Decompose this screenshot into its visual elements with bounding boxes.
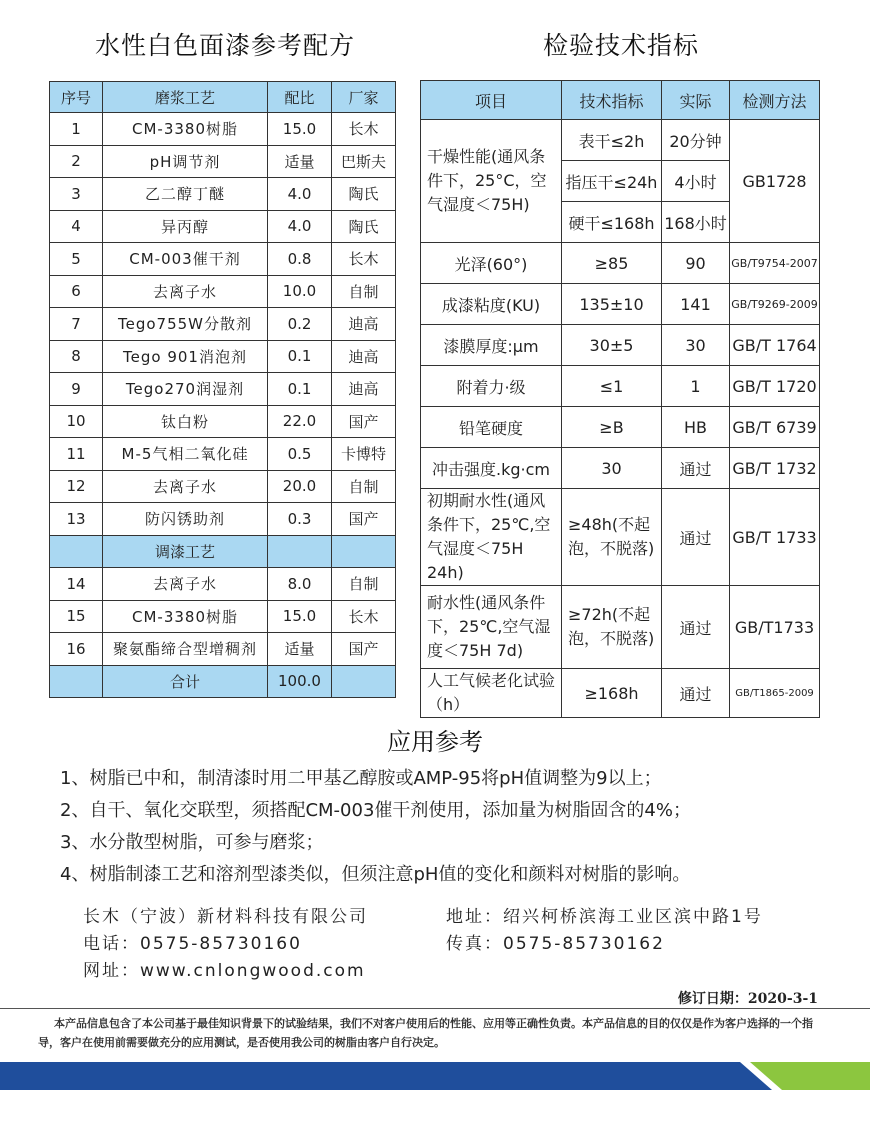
total-label: 合计 [103,665,268,698]
ratio-value: 20.0 [268,470,332,503]
ingredient-name: 聚氨酯缔合型增稠剂 [103,633,268,666]
spec-requirement: ≥B [562,407,662,448]
row-number: 7 [50,308,103,341]
ratio-value: 8.0 [268,568,332,601]
drying-actual: 168小时 [662,202,730,243]
ingredient-name: Tego 901消泡剂 [103,340,268,373]
ratio-value: 0.1 [268,373,332,406]
spec-method: GB/T 1720 [730,366,820,407]
supplier-name: 巴斯夫 [332,145,396,178]
ingredient-name: CM-3380树脂 [103,600,268,633]
spec-actual: 通过 [662,669,730,718]
ratio-value: 适量 [268,145,332,178]
ratio-value: 4.0 [268,210,332,243]
spec-requirement: ≤1 [562,366,662,407]
ratio-value: 0.2 [268,308,332,341]
spec-actual: 30 [662,325,730,366]
drying-spec: 表干≤2h [562,120,662,161]
spec-requirement: ≥48h(不起泡，不脱落) [562,489,662,586]
ingredient-name: 乙二醇丁醚 [103,178,268,211]
spec-item: 漆膜厚度:μm [421,325,562,366]
supplier-name: 卡博特 [332,438,396,471]
row-number: 6 [50,275,103,308]
supplier-name: 迪高 [332,340,396,373]
total-value: 100.0 [268,665,332,698]
supplier-name: 自制 [332,470,396,503]
row-number: 12 [50,470,103,503]
application-item: 2、自干、氧化交联型，须搭配CM-003催干剂使用，添加量为树脂固含的4%； [60,800,691,821]
ratio-value: 0.8 [268,243,332,276]
let-down-label: 调漆工艺 [103,535,268,568]
drying-method: GB1728 [730,120,820,243]
supplier-name: 长木 [332,600,396,633]
spec-actual: 141 [662,284,730,325]
row-number: 11 [50,438,103,471]
spec-requirement: 30±5 [562,325,662,366]
supplier-name: 国产 [332,503,396,536]
row-number: 2 [50,145,103,178]
company-address: 地址：绍兴柯桥滨海工业区滨中路1号 [446,907,763,927]
spec-actual: 90 [662,243,730,284]
spec-requirement: 30 [562,448,662,489]
spec-requirement: 135±10 [562,284,662,325]
spec-method: GB/T1865-2009 [730,669,820,718]
supplier-name: 国产 [332,633,396,666]
spec-actual: 通过 [662,586,730,669]
spec-requirement: ≥168h [562,669,662,718]
row-number: 4 [50,210,103,243]
formula-title: 水性白色面漆参考配方 [95,31,356,60]
supplier-name: 迪高 [332,373,396,406]
ratio-value: 15.0 [268,600,332,633]
spec-method: GB/T 6739 [730,407,820,448]
company-name: 长木（宁波）新材料科技有限公司 [83,907,368,927]
supplier-name: 陶氏 [332,178,396,211]
specs-header-cell: 项目 [421,81,562,120]
spec-method: GB/T1733 [730,586,820,669]
ratio-value: 0.1 [268,340,332,373]
drying-spec: 指压干≤24h [562,161,662,202]
spec-item: 人工气候老化试验（h） [421,669,562,718]
supplier-name: 自制 [332,275,396,308]
disclaimer-text: 本产品信息包含了本公司基于最佳知识背景下的试验结果，我们不对客户使用后的性能、应用等正确性负责。本产品信息的目的仅仅是作为客户选择的一个指导，客户在使用前需要做充分的应用测试，是否使用我公司的树脂由客户自行决定。 [38,1017,813,1049]
formula-header-cell: 厂家 [332,82,396,113]
spec-method: GB/T9269-2009 [730,284,820,325]
specs-header-cell: 实际 [662,81,730,120]
ingredient-name: CM-3380树脂 [103,113,268,146]
ingredient-name: 去离子水 [103,470,268,503]
row-number: 13 [50,503,103,536]
ratio-value: 适量 [268,633,332,666]
ratio-value: 0.3 [268,503,332,536]
drying-spec: 硬干≤168h [562,202,662,243]
drying-actual: 4小时 [662,161,730,202]
company-phone: 电话：0575-85730160 [83,934,302,954]
spec-item: 附着力·级 [421,366,562,407]
application-title: 应用参考 [387,728,483,756]
spec-item: 成漆粘度(KU) [421,284,562,325]
spec-item: 初期耐水性(通风条件下，25℃,空气湿度＜75H 24h) [421,489,562,586]
spec-method: GB/T9754-2007 [730,243,820,284]
ratio-value: 22.0 [268,405,332,438]
drying-actual: 20分钟 [662,120,730,161]
spec-method: GB/T 1732 [730,448,820,489]
spec-actual: 通过 [662,448,730,489]
ingredient-name: 异丙醇 [103,210,268,243]
ingredient-name: CM-003催干剂 [103,243,268,276]
spec-actual: HB [662,407,730,448]
ingredient-name: 去离子水 [103,275,268,308]
spec-requirement: ≥72h(不起泡，不脱落) [562,586,662,669]
row-number: 1 [50,113,103,146]
spec-method: GB/T 1733 [730,489,820,586]
ratio-value: 0.5 [268,438,332,471]
supplier-name: 自制 [332,568,396,601]
company-fax: 传真：0575-85730162 [446,934,665,954]
spec-item: 冲击强度.kg·cm [421,448,562,489]
ingredient-name: 去离子水 [103,568,268,601]
spec-item: 耐水性(通风条件下，25℃,空气湿度＜75H 7d) [421,586,562,669]
spec-method: GB/T 1764 [730,325,820,366]
supplier-name: 长木 [332,243,396,276]
application-item: 1、树脂已中和，制清漆时用二甲基乙醇胺或AMP-95将pH值调整为9以上； [60,768,662,789]
ratio-value: 4.0 [268,178,332,211]
row-number: 14 [50,568,103,601]
revision-date: 修订日期：2020-3-1 [677,991,818,1007]
ingredient-name: 钛白粉 [103,405,268,438]
ingredient-name: Tego270润湿剂 [103,373,268,406]
formula-header-cell: 配比 [268,82,332,113]
drying-item: 干燥性能(通风条件下，25°C，空气湿度＜75H) [421,120,562,243]
ingredient-name: 防闪锈助剂 [103,503,268,536]
company-website[interactable]: 网址：www.cnlongwood.com [83,961,366,981]
spec-requirement: ≥85 [562,243,662,284]
specs-header-cell: 技术指标 [562,81,662,120]
ratio-value: 10.0 [268,275,332,308]
ingredient-name: pH调节剂 [103,145,268,178]
row-number: 10 [50,405,103,438]
row-number: 16 [50,633,103,666]
band-green [750,1062,870,1090]
specs-header-cell: 检测方法 [730,81,820,120]
row-number: 5 [50,243,103,276]
ingredient-name: Tego755W分散剂 [103,308,268,341]
spec-actual: 通过 [662,489,730,586]
row-number: 15 [50,600,103,633]
supplier-name: 陶氏 [332,210,396,243]
row-number: 9 [50,373,103,406]
formula-header-cell: 磨浆工艺 [103,82,268,113]
supplier-name: 迪高 [332,308,396,341]
row-number: 8 [50,340,103,373]
row-number: 3 [50,178,103,211]
ratio-value: 15.0 [268,113,332,146]
spec-actual: 1 [662,366,730,407]
spec-item: 光泽(60°) [421,243,562,284]
formula-header-cell: 序号 [50,82,103,113]
band-blue [0,1062,772,1090]
supplier-name: 国产 [332,405,396,438]
supplier-name: 长木 [332,113,396,146]
application-item: 4、树脂制漆工艺和溶剂型漆类似，但须注意pH值的变化和颜料对树脂的影响。 [60,864,691,885]
spec-item: 铅笔硬度 [421,407,562,448]
application-item: 3、水分散型树脂，可参与磨浆； [60,832,324,853]
specs-title: 检验技术指标 [543,31,700,60]
ingredient-name: M-5气相二氧化硅 [103,438,268,471]
